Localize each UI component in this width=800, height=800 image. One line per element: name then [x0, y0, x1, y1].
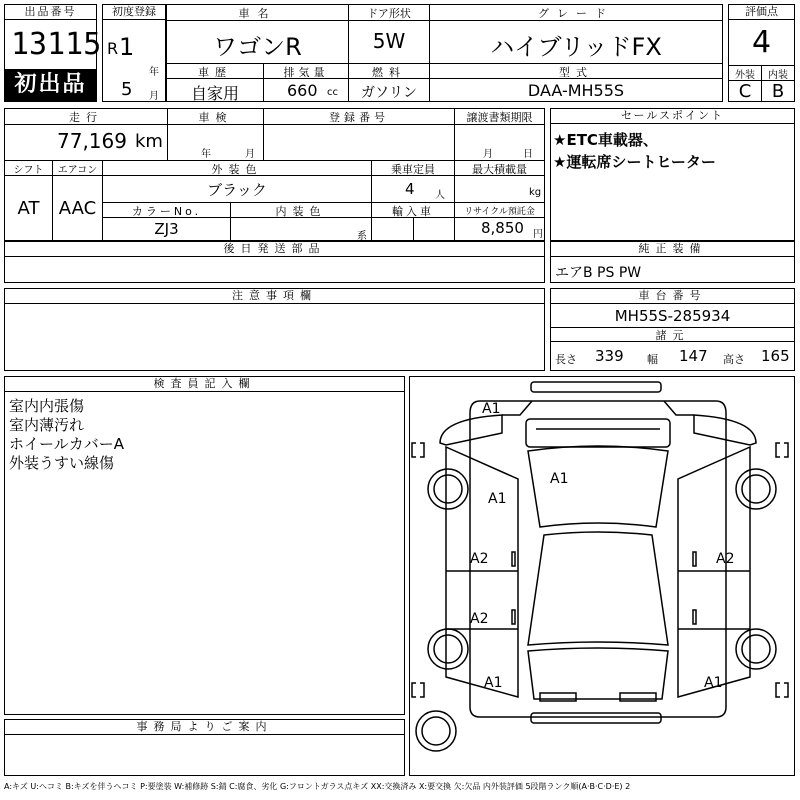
first-reg-month-unit: 月: [149, 91, 159, 102]
inspector-note-1: 室内内張傷: [9, 397, 85, 415]
inspector-note-3: ホイールカバーA: [9, 435, 124, 453]
ext-color-value: ブラック: [207, 181, 267, 199]
mark-door-front-right: A2: [716, 551, 735, 567]
displacement-unit: cc: [327, 87, 338, 98]
score-int: B: [771, 81, 785, 102]
score-label: 評価点: [729, 5, 794, 20]
capacity-unit: 人: [435, 190, 445, 201]
mark-fender-left: A1: [488, 491, 507, 507]
capacity-value: 4: [405, 180, 415, 198]
score-ext: C: [738, 81, 752, 102]
sales-point-2: ★運転席シートヒーター: [553, 153, 716, 171]
score-int-label: 内装: [768, 70, 788, 81]
first-listing-badge: 初出品: [5, 69, 96, 101]
lot-number: 13115: [11, 27, 102, 62]
mileage-unit: km: [135, 131, 163, 152]
equipment-value: エアB PS PW: [555, 265, 642, 281]
sales-points-box: [550, 108, 795, 241]
model-type-label: 型式: [559, 66, 593, 79]
details-box: [4, 108, 545, 241]
displacement-value: 660: [287, 81, 318, 100]
dims-wid-label: 幅: [647, 353, 658, 366]
mark-quarter-left: A1: [484, 675, 503, 691]
sales-point-1: ★ETC車載器、: [553, 131, 658, 149]
shift-value: AT: [17, 198, 40, 219]
transfer-day-unit: 日: [523, 149, 533, 160]
notes-label: 注意事項欄: [5, 289, 544, 304]
color-no-label: カラーNo.: [131, 205, 202, 218]
displacement-label: 排気量: [283, 66, 329, 79]
mark-front-bumper: A1: [482, 401, 501, 417]
ext-color-label: 外装色: [211, 163, 263, 176]
chassis-value: MH55S-285934: [614, 307, 731, 325]
dims-hgt-label: 高さ: [723, 353, 745, 366]
grade-value: ハイブリッドFX: [490, 33, 662, 61]
equipment-label: 純正装備: [551, 242, 794, 257]
car-outline: [410, 377, 794, 775]
lot-label: 出品番号: [5, 5, 96, 20]
reg-no-label: 登録番号: [329, 111, 389, 124]
inspector-box: [4, 376, 405, 715]
inspector-note-2: 室内薄汚れ: [9, 416, 85, 434]
mileage-label: 走行: [69, 111, 103, 124]
chassis-box: [550, 288, 795, 371]
mark-door-front-left: A2: [470, 551, 489, 567]
mark-hood: A1: [550, 471, 569, 487]
dims-label: 諸元: [655, 329, 690, 342]
shift-label: シフト: [13, 165, 44, 176]
dims-wid: 147: [679, 347, 708, 365]
car-name: ワゴンR: [213, 33, 302, 61]
recycle-label: リサイクル預託金: [464, 207, 535, 217]
inspection-year-unit: 年: [201, 149, 211, 160]
inspector-label: 検査員記入欄: [5, 377, 404, 392]
max-load-unit: kg: [529, 187, 542, 198]
score-box: [728, 4, 795, 102]
first-reg-year-unit: 年: [149, 67, 159, 78]
later-parts-label: 後日発送部品: [5, 242, 544, 257]
dims-len-label: 長さ: [555, 353, 577, 366]
inspection-month-unit: 月: [245, 149, 255, 160]
dims-len: 339: [595, 347, 624, 365]
lot-box: [4, 4, 102, 102]
model-type-value: DAA-MH55S: [527, 81, 625, 100]
inspector-note-4: 外装うすい線傷: [9, 454, 115, 472]
recycle-value: 8,850: [481, 219, 524, 237]
capacity-label: 乗車定員: [391, 163, 435, 176]
int-color-unit: 系: [357, 231, 367, 242]
car-name-label: 車名: [238, 7, 277, 20]
inspection-label: 車検: [198, 111, 233, 124]
notes-box: [4, 288, 545, 371]
vehicle-box: [166, 4, 723, 102]
int-color-label: 内装色: [275, 205, 327, 218]
office-label: 事務局よりご案内: [5, 720, 404, 735]
transfer-month-unit: 月: [483, 149, 493, 160]
score-ext-label: 外装: [735, 70, 755, 81]
aircon-label: エアコン: [57, 165, 98, 176]
first-reg-year: 1: [119, 33, 135, 61]
equipment-box: [550, 241, 795, 283]
import-label: 輸入車: [392, 205, 434, 218]
later-parts-box: [4, 241, 545, 283]
fuel-value: ガソリン: [361, 85, 417, 101]
legend-text: A:キズ U:ヘコミ B:キズを伴うヘコミ P:要塗装 W:補修跡 S:錆 C:腐食、劣化 G:フロントガラス点キズ XX:交換済み X:要交換 欠:欠品 内外装評価 5段階ランク順(A·B·C·D·E) 2: [4, 782, 631, 791]
recycle-unit: 円: [533, 229, 543, 240]
door-value: 5W: [372, 29, 406, 53]
transfer-label: 譲渡書類期限: [466, 111, 533, 124]
first-reg-month: 5: [121, 79, 133, 100]
sales-points-label: セールスポイント: [551, 109, 794, 124]
score-value: 4: [751, 25, 772, 60]
grade-label: グレード: [538, 7, 614, 20]
fuel-label: 燃料: [372, 66, 406, 79]
history-label: 車歴: [198, 66, 232, 79]
dims-hgt: 165: [761, 347, 790, 365]
first-reg-label: 初度登録: [103, 5, 165, 20]
mark-quarter-right: A1: [704, 675, 723, 691]
office-box: [4, 719, 405, 776]
history-value: 自家用: [190, 84, 239, 103]
color-no-value: ZJ3: [154, 220, 179, 238]
mark-door-rear-left: A2: [470, 611, 489, 627]
chassis-label: 車台番号: [551, 289, 794, 304]
max-load-label: 最大積載量: [472, 163, 527, 176]
damage-diagram: [409, 376, 795, 776]
first-reg-era: R: [107, 39, 119, 58]
door-label: ドア形状: [367, 7, 411, 20]
aircon-value: AAC: [58, 198, 97, 219]
mileage-value: 77,169: [57, 129, 127, 153]
first-reg-box: [102, 4, 166, 102]
